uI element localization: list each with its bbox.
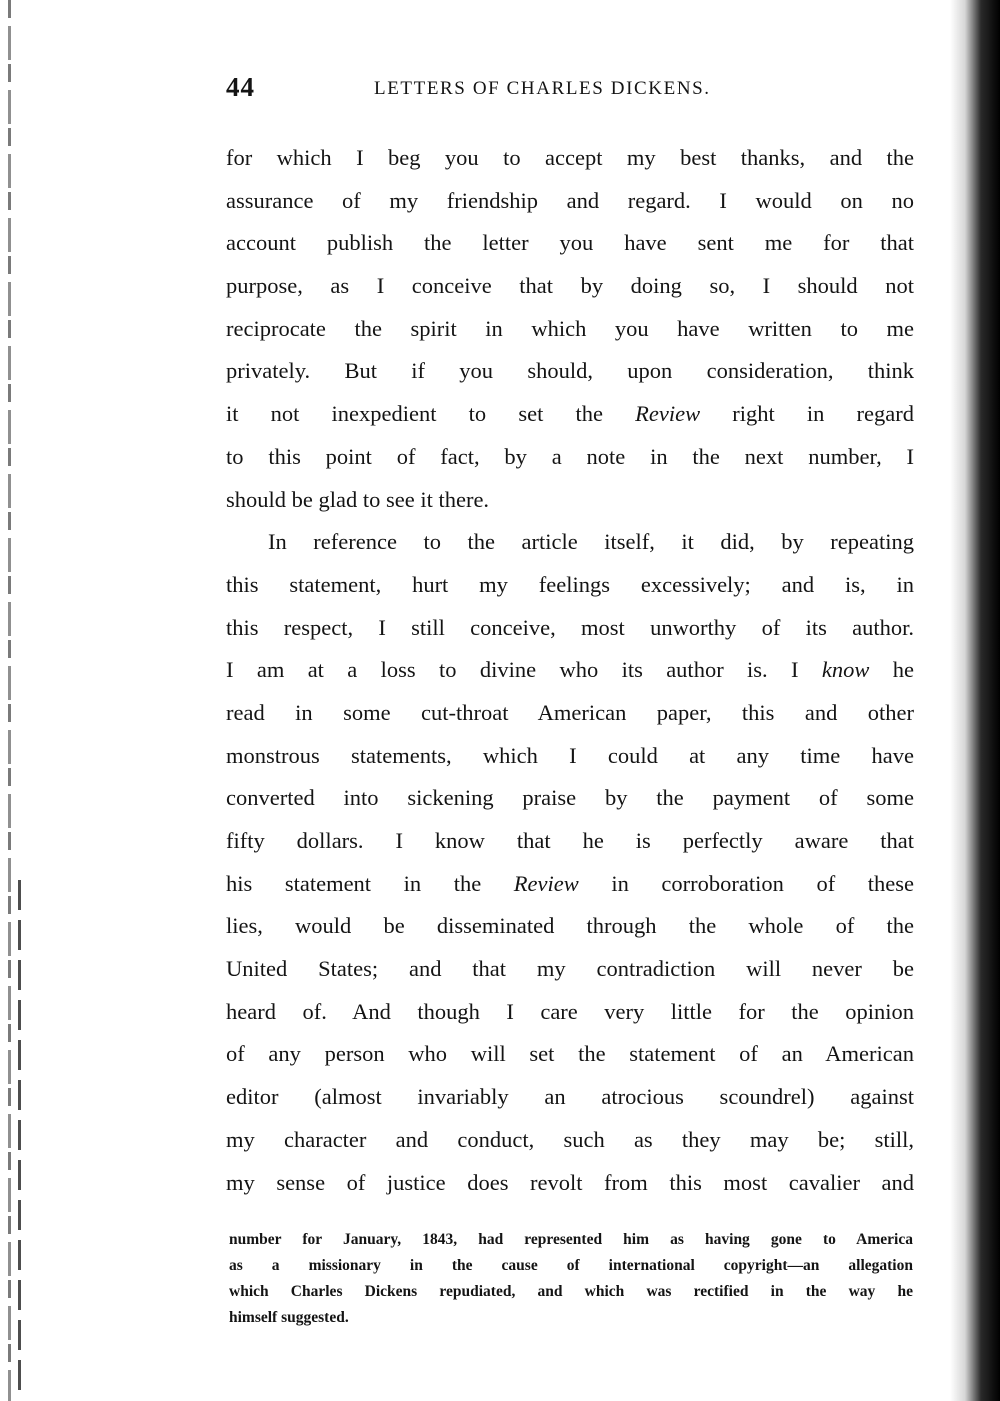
text-line-italic-review: it not inexpedient to set the Review right in regard [226, 401, 914, 427]
text-line: of any person who will set the statement of an American [226, 1041, 914, 1067]
paragraph-start-line: In reference to the article itself, it did, by repeating [268, 529, 914, 555]
footnote [229, 1227, 913, 1331]
text-line: should be glad to see it there. [226, 486, 490, 512]
scan-edge-left [8, 0, 11, 1401]
text-line: lies, would be disseminated through the whole of the [226, 913, 914, 939]
footnote-line: number for January, 1843, had represented him as having gone to America [229, 1231, 913, 1248]
text-line-italic-know: I am at a loss to divine who its author is. I know he [226, 657, 914, 683]
text-line: my sense of justice does revolt from this most cavalier and [226, 1169, 914, 1195]
italic-emphasis: Review [513, 870, 579, 896]
text-line: this statement, hurt my feelings excessively; and is, in [226, 571, 914, 597]
text-line: read in some cut-throat American paper, this and other [226, 699, 914, 725]
text-line: United States; and that my contradiction will never be [226, 956, 914, 982]
footnote-line: himself suggested. [229, 1309, 349, 1326]
text-line: this respect, I still conceive, most unworthy of its author. [226, 614, 914, 640]
text-line: converted into sickening praise by the payment of some [226, 785, 914, 811]
running-head: LETTERS OF CHARLES DICKENS. [374, 78, 711, 99]
text-line: fifty dollars. I know that he is perfectly aware that [226, 828, 914, 853]
scan-edge-left-inner [18, 880, 21, 1400]
italic-emphasis: Review [635, 401, 701, 427]
text-line: privately. But if you should, upon consideration, think [226, 358, 914, 384]
text-line: purpose, as I conceive that by doing so, I should not [226, 273, 914, 299]
text-line: monstrous statements, which I could at any time have [226, 742, 914, 768]
text-line: my character and conduct, such as they may be; still, [226, 1126, 914, 1152]
text-line: heard of. And though I care very little for the opinion [226, 998, 914, 1024]
text-line: account publish the letter you have sent me for that [226, 230, 914, 256]
text-line: assurance of my friendship and regard. I would on no [226, 187, 914, 213]
footnote-line: which Charles Dickens repudiated, and which was rectified in the way he [229, 1283, 913, 1300]
footnote-line: as a missionary in the cause of international copyright—an allegation [229, 1257, 913, 1274]
text-line: editor (almost invariably an atrocious scoundrel) against [226, 1084, 914, 1110]
text-line: for which I beg you to accept my best thanks, and the [226, 145, 914, 170]
italic-emphasis: know [821, 657, 870, 683]
body-text [226, 137, 914, 1204]
scan-edge-right [950, 0, 1000, 1401]
text-line-italic-review: his statement in the Review in corroboration of these [226, 870, 914, 896]
text-line: to this point of fact, by a note in the next number, I [226, 443, 914, 469]
text-line: reciprocate the spirit in which you have written to me [226, 315, 914, 341]
page-header [226, 72, 916, 106]
page-number: 44 [226, 72, 255, 102]
